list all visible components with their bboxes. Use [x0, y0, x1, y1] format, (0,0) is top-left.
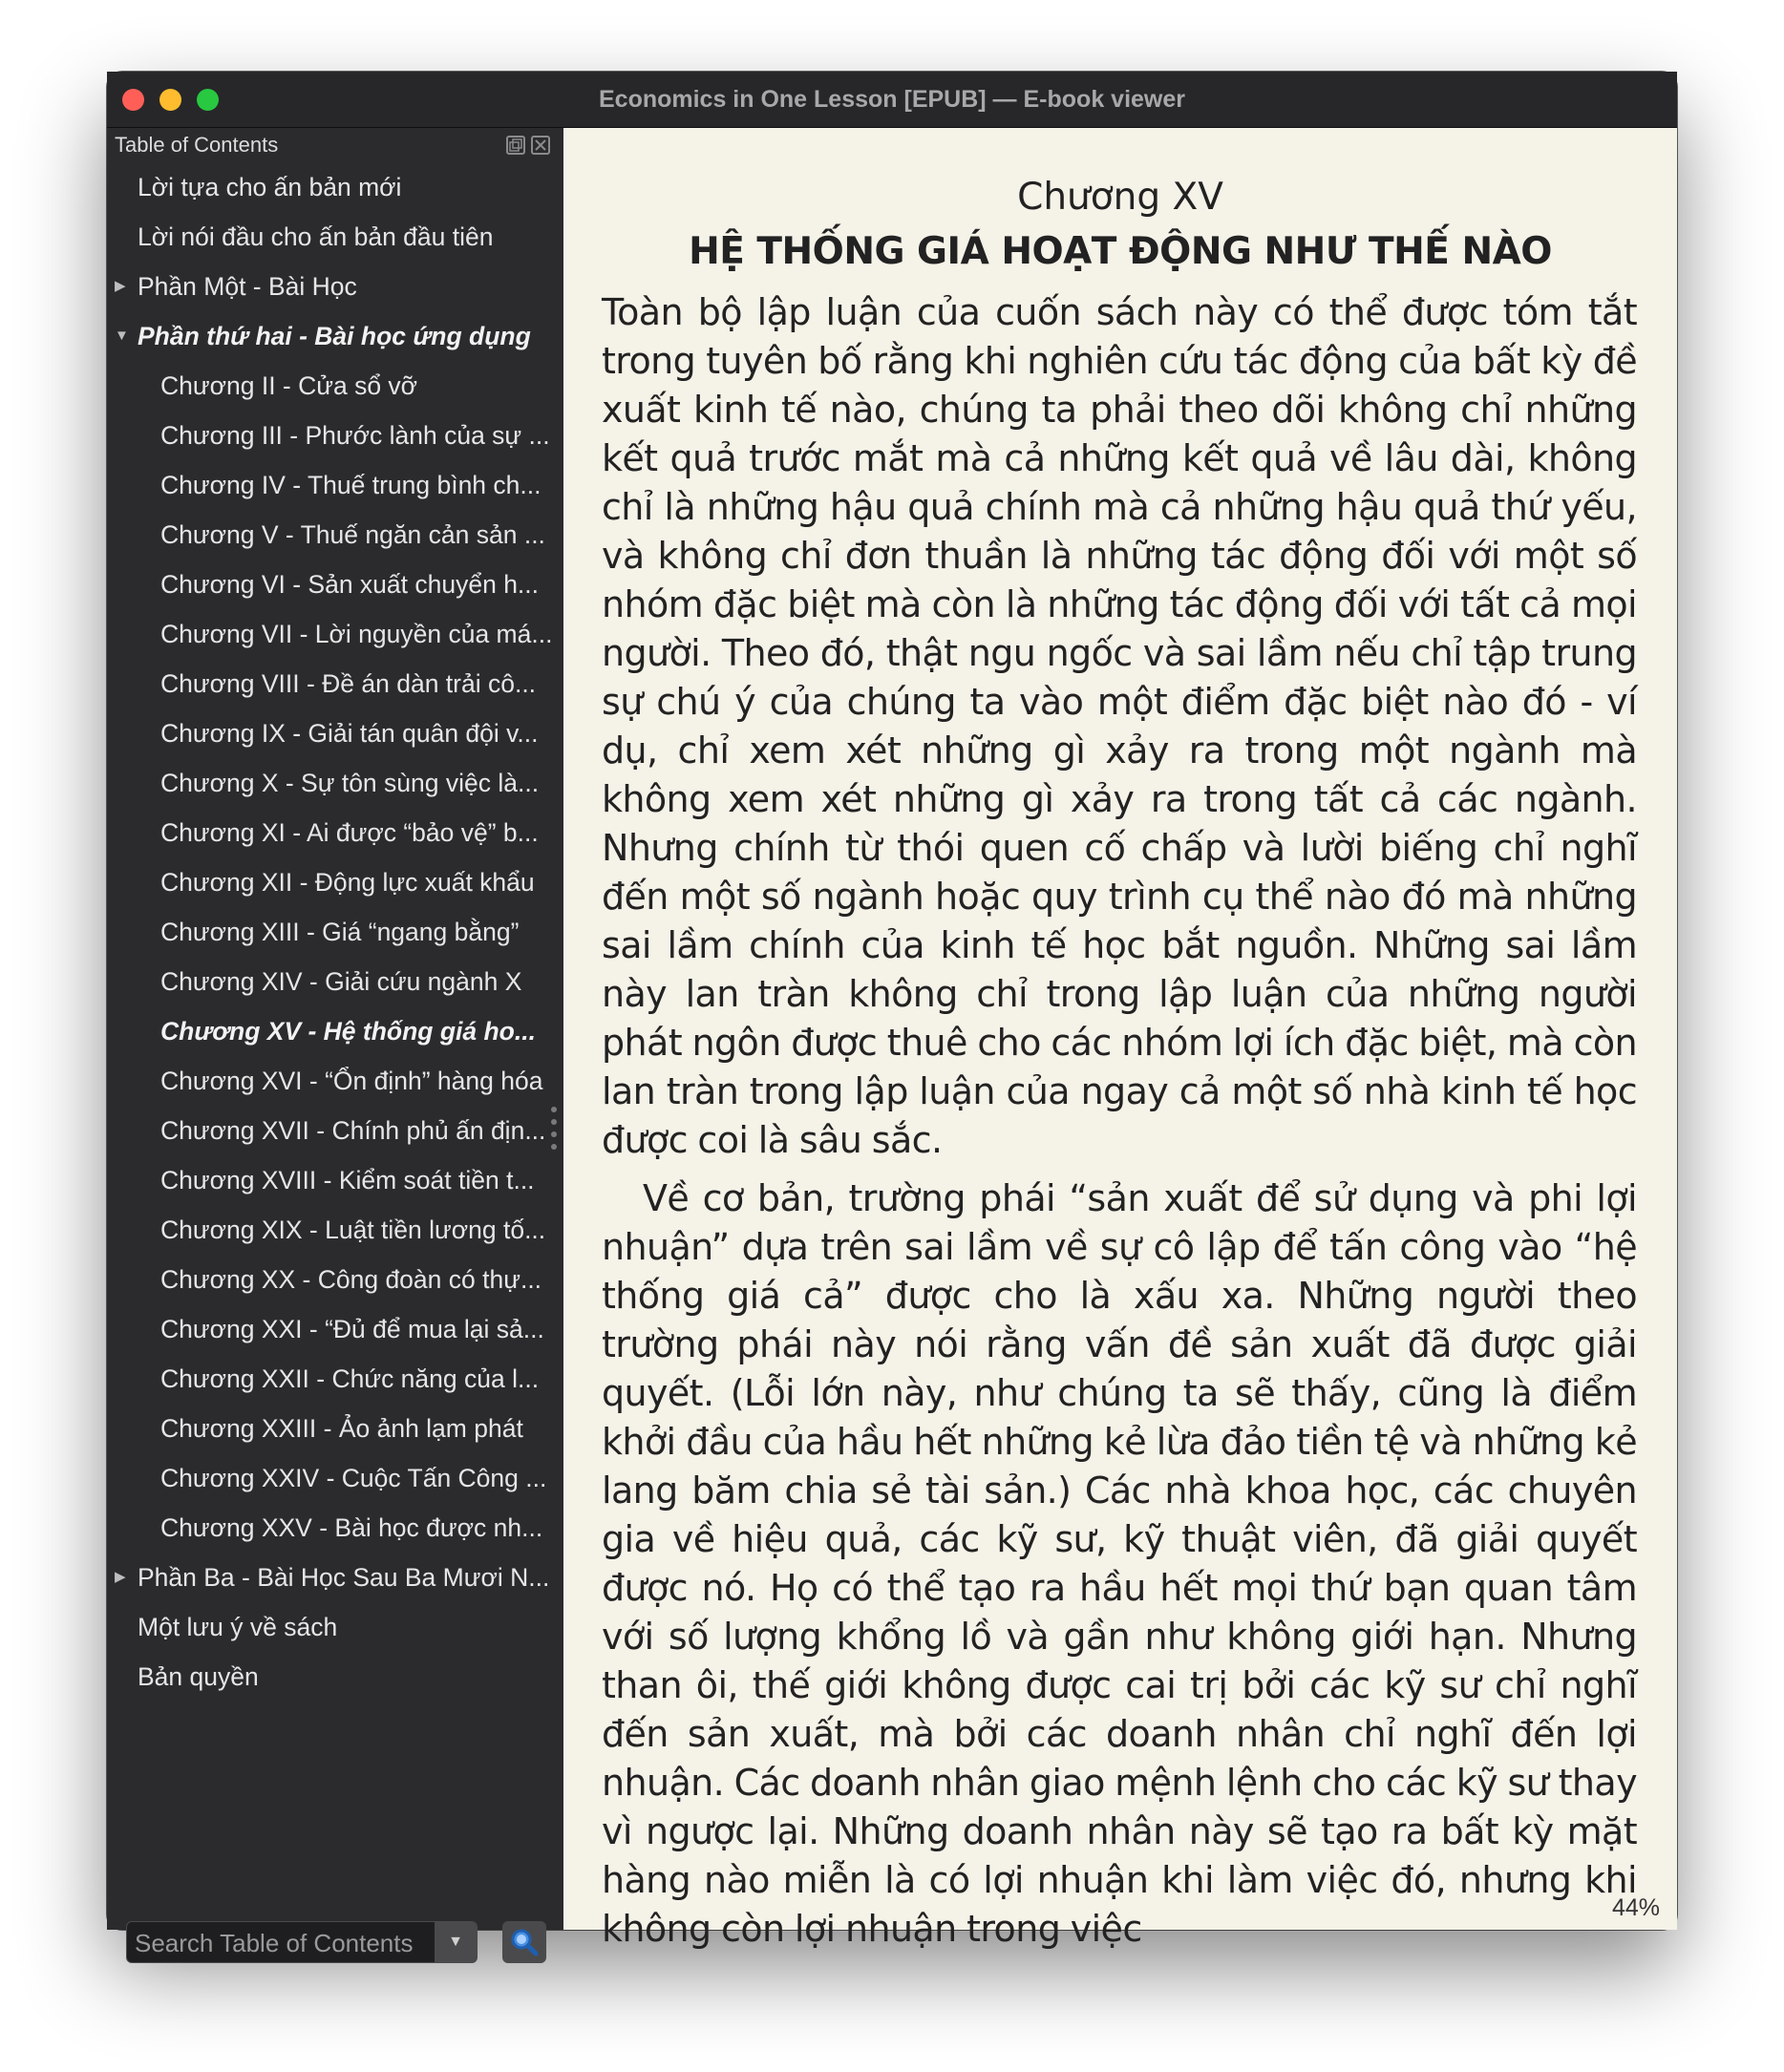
ebook-viewer-window	[107, 72, 1677, 1950]
toc-item[interactable]	[107, 311, 563, 361]
disclosure-collapsed-icon[interactable]: ▶	[115, 278, 126, 294]
toc-item-label: Chương XX - Công đoàn có thự...	[160, 1265, 542, 1294]
toc-item-label: Chương XXI - “Đủ để mua lại sả...	[160, 1315, 544, 1343]
toc-item-label: Chương IV - Thuế trung bình ch...	[160, 471, 542, 499]
search-button[interactable]	[502, 1921, 546, 1963]
toc-item[interactable]	[107, 957, 563, 1006]
float-panel-icon-graphic	[508, 137, 523, 153]
toc-item-label: Chương IX - Giải tán quân đội v...	[160, 719, 539, 748]
toc-item[interactable]	[107, 609, 563, 659]
toc-item[interactable]	[107, 162, 563, 212]
toc-item[interactable]	[107, 1602, 563, 1652]
toc-item-label: Chương VII - Lời nguyền của má...	[160, 620, 553, 648]
toc-item-label: Một lưu ý về sách	[138, 1613, 338, 1641]
toc-item-label: Chương XVI - “Ổn định” hàng hóa	[160, 1067, 543, 1095]
disclosure-expanded-icon[interactable]: ▼	[115, 328, 129, 344]
toc-item-label: Chương XVII - Chính phủ ấn địn...	[160, 1116, 546, 1145]
title-bar	[107, 72, 1677, 128]
toc-item[interactable]	[107, 1056, 563, 1106]
toc-item[interactable]	[107, 857, 563, 907]
close-icon-graphic	[533, 137, 548, 153]
disclosure-collapsed-icon[interactable]: ▶	[115, 1569, 126, 1585]
paragraph: Toàn bộ lập luận của cuốn sách này có thể được tóm tắt trong tuyên bố rằng khi nghiên cứu tác động của bất kỳ đề xuất kinh tế nào, chúng ta phải theo dõi không chỉ những kết quả trước mắt mà cả những kết quả về lâu dài, không chỉ là những hậu quả chính mà cả những hậu quả thứ yếu, và không chỉ đơn thuần là những tác động đối với một số nhóm đặc biệt mà còn là những tác động đối với tất cả mọi người. Theo đó, thật ngu ngốc và sai lầm nếu chỉ tập trung sự chú ý của chúng ta vào một điểm đặc biệt nào đó - ví dụ, chỉ xem xét những gì xảy ra trong một ngành mà không xem xét những gì xảy ra trong tất cả các ngành. Nhưng chính từ thói quen cố chấp và lười biếng chỉ nghĩ đến một số ngành hoặc quy trình cụ thể nào đó mà những sai lầm chính của kinh tế học bắt nguồn. Những sai lầm này lan tràn không chỉ trong lập luận của những người phát ngôn được thuê cho các nhóm lợi ích đặc biệt, mà còn lan tràn trong lập luận của ngay cả một số nhà kinh tế học được coi là sâu sắc.	[602, 291, 1637, 1161]
toc-item-label: Chương XXIII - Ảo ảnh lạm phát	[160, 1414, 523, 1443]
reader-pane[interactable]	[563, 128, 1677, 1950]
toc-item[interactable]	[107, 808, 563, 857]
toc-item-label: Chương XXV - Bài học được nh...	[160, 1513, 543, 1542]
toc-item[interactable]	[107, 907, 563, 957]
chapter-title: HỆ THỐNG GIÁ HOẠT ĐỘNG NHƯ THẾ NÀO	[689, 230, 1552, 273]
toc-item[interactable]	[107, 1106, 563, 1155]
toc-item-label: Chương XXII - Chức năng của l...	[160, 1364, 540, 1393]
toc-item[interactable]	[107, 1404, 563, 1453]
toc-item-label: Phần thứ hai - Bài học ứng dụng	[138, 322, 531, 350]
toc-item[interactable]	[107, 460, 563, 510]
chapter-number: Chương XV	[1017, 176, 1223, 219]
toc-list	[107, 162, 563, 1702]
toc-item[interactable]	[107, 262, 563, 311]
toc-item-label: Chương XV - Hệ thống giá ho...	[160, 1017, 536, 1046]
search-icon	[502, 1921, 546, 1963]
toc-item-label: Bản quyền	[138, 1662, 259, 1691]
toc-header: Table of Contents	[115, 133, 279, 157]
toc-item-label: Chương VIII - Đề án dàn trải cô...	[160, 669, 537, 698]
window-title: Economics in One Lesson [EPUB] — E-book viewer	[598, 86, 1185, 113]
toc-item-label: Lời nói đầu cho ấn bản đầu tiên	[138, 222, 494, 251]
toc-item[interactable]	[107, 1503, 563, 1553]
close-icon[interactable]	[531, 136, 550, 155]
toc-panel	[107, 128, 563, 1950]
toc-item-label: Chương XVIII - Kiểm soát tiền t...	[160, 1166, 535, 1195]
toc-item[interactable]	[107, 1255, 563, 1304]
splitter-dot	[551, 1119, 557, 1125]
toc-item[interactable]	[107, 1354, 563, 1404]
toc-item[interactable]	[107, 212, 563, 262]
toc-item-label: Chương XXIV - Cuộc Tấn Công ...	[160, 1464, 547, 1492]
toc-item[interactable]	[107, 1553, 563, 1602]
toc-item[interactable]	[107, 1304, 563, 1354]
chevron-down-icon[interactable]: ▼	[435, 1922, 477, 1962]
splitter-dot	[551, 1131, 557, 1137]
toc-item[interactable]	[107, 1155, 563, 1205]
toc-item[interactable]	[107, 1652, 563, 1702]
toc-search-input[interactable]	[133, 1925, 433, 1961]
toc-item[interactable]	[107, 1453, 563, 1503]
toc-item-label: Chương V - Thuế ngăn cản sản ...	[160, 520, 545, 549]
splitter-dot	[551, 1144, 557, 1150]
splitter-dot	[551, 1107, 557, 1112]
toc-header-buttons	[506, 136, 550, 155]
toc-item[interactable]	[107, 1006, 563, 1056]
toc-item-label: Chương X - Sự tôn sùng việc là...	[160, 769, 540, 797]
toc-search-box	[126, 1921, 478, 1963]
float-panel-icon[interactable]	[506, 136, 525, 155]
splitter-handle[interactable]	[551, 1107, 559, 1156]
toc-item-label: Phần Ba - Bài Học Sau Ba Mươi N...	[138, 1563, 550, 1592]
toc-item-label: Chương VI - Sản xuất chuyển h...	[160, 570, 540, 599]
toc-item-label: Lời tựa cho ấn bản mới	[138, 173, 402, 201]
toc-item-label: Phần Một - Bài Học	[138, 272, 357, 301]
paragraph: Về cơ bản, trường phái “sản xuất để sử dụng và phi lợi nhuận” dựa trên sai lầm về sự cô lập để tấn công vào “hệ thống giá cả” được cho là xấu xa. Những người theo trường phái này nói rằng vấn đề sản xuất đã được giải quyết. (Lỗi lớn này, như chúng ta sẽ thấy, cũng là điểm khởi đầu của hầu hết những kẻ lừa đảo tiền tệ và những kẻ lang băm chia sẻ tài sản.) Các nhà khoa học, các chuyên gia về hiệu quả, các kỹ sư, kỹ thuật viên, đã giải quyết được nó. Họ có thể tạo ra hầu hết mọi thứ bạn quan tâm với số lượng khổng lồ và gần như không giới hạn. Nhưng than ôi, thế giới không được cai trị bởi các kỹ sư chỉ nghĩ đến sản xuất, mà bởi các doanh nhân chỉ nghĩ đến lợi nhuận. Các doanh nhân giao mệnh lệnh cho các kỹ sư thay vì ngược lại. Những doanh nhân này sẽ tạo ra bất kỳ mặt hàng nào miễn là có lợi nhuận khi làm việc đó, nhưng khi không còn lợi nhuận trong việc	[602, 1177, 1637, 1950]
toc-item-label: Chương III - Phước lành của sự ...	[160, 421, 550, 450]
toc-item[interactable]	[107, 659, 563, 708]
toc-item[interactable]	[107, 1205, 563, 1255]
reading-progress: 44%	[1611, 1894, 1660, 1921]
toc-item-label: Chương XIV - Giải cứu ngành X	[160, 967, 522, 996]
toc-item[interactable]	[107, 361, 563, 411]
toc-item-label: Chương XIX - Luật tiền lương tố...	[160, 1216, 546, 1244]
toc-item[interactable]	[107, 411, 563, 460]
toc-search-row	[126, 1921, 546, 1965]
toc-item-label: Chương XI - Ai được “bảo vệ” b...	[160, 818, 539, 847]
toc-item[interactable]	[107, 758, 563, 808]
toc-item[interactable]	[107, 708, 563, 758]
toc-item-label: Chương XII - Động lực xuất khẩu	[160, 868, 535, 897]
toc-item[interactable]	[107, 560, 563, 609]
toc-item[interactable]	[107, 510, 563, 560]
chapter-body	[602, 288, 1637, 1950]
toc-item-label: Chương XIII - Giá “ngang bằng”	[160, 918, 520, 946]
toc-item-label: Chương II - Cửa sổ vỡ	[160, 371, 418, 400]
